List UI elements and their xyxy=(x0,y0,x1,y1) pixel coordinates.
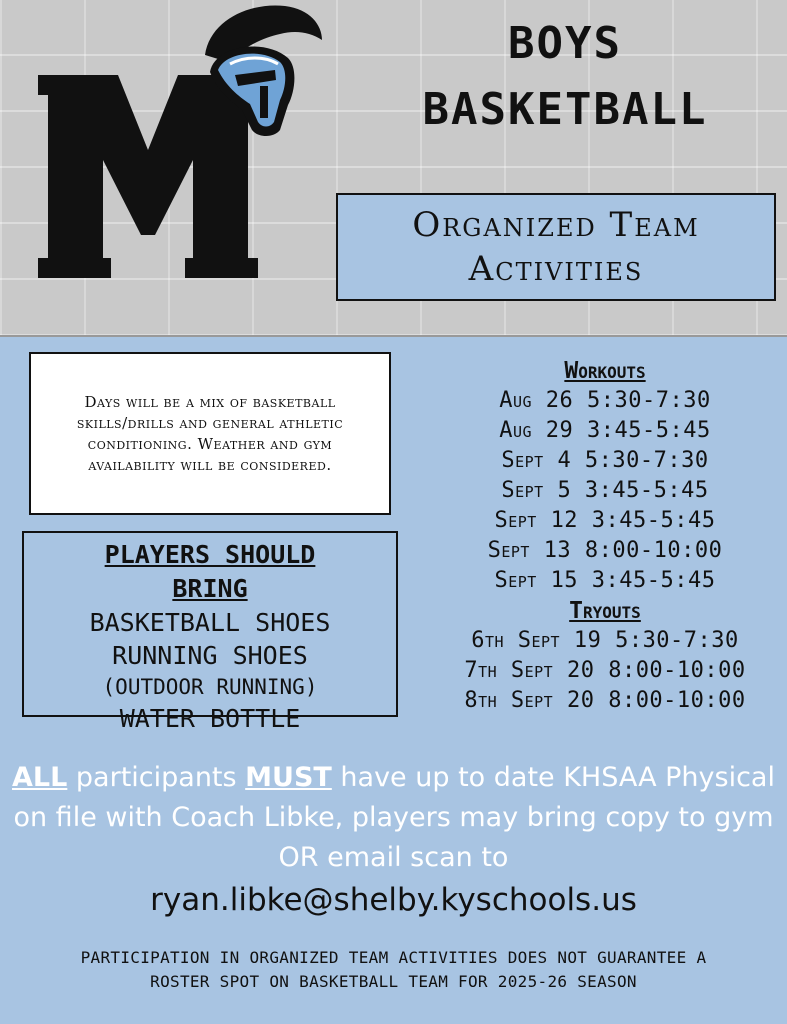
subtitle-box xyxy=(336,193,776,301)
subtitle-line-2: Activities xyxy=(468,249,644,289)
bring-title-line-2: BRING xyxy=(172,574,248,603)
req-text-part-1: participants xyxy=(67,762,246,793)
workout-date: Sept 12 3:45-5:45 xyxy=(494,508,716,533)
bring-item-water-bottle: WATER BOTTLE xyxy=(119,704,301,733)
workouts-heading: Workouts xyxy=(564,358,646,384)
logo-m-letter xyxy=(38,75,258,278)
header-stone-wall xyxy=(0,0,787,337)
physical-requirement-text xyxy=(10,758,777,878)
workout-date: Aug 26 5:30-7:30 xyxy=(499,388,711,413)
schedule xyxy=(440,356,770,716)
bring-item-basketball-shoes: BASKETBALL SHOES xyxy=(89,608,331,637)
tryouts-heading: Tryouts xyxy=(569,598,641,624)
workout-date: Sept 5 3:45-5:45 xyxy=(501,478,709,503)
workout-date: Sept 4 5:30-7:30 xyxy=(501,448,709,473)
workout-date: Sept 13 8:00-10:00 xyxy=(487,538,723,563)
subtitle-line-1: Organized Team xyxy=(412,205,700,245)
workout-date: Sept 15 3:45-5:45 xyxy=(494,568,716,593)
bring-item-outdoor-note: (OUTDOOR RUNNING) xyxy=(102,675,318,699)
disclaimer xyxy=(20,946,767,994)
req-text-part-2: have up to date KHSAA Physical on file with Coach Libke, players may bring copy to gym OR email scan to xyxy=(13,762,775,873)
info-text: Days will be a mix of basketball skills/drills and general athletic conditioning. Weather and gym availability will be considered. xyxy=(76,392,344,474)
tryout-date: 7th Sept 20 8:00-10:00 xyxy=(464,658,746,683)
title-basketball: BASKETBALL xyxy=(422,84,708,135)
bring-item-running-shoes: RUNNING SHOES xyxy=(112,641,308,670)
bring-content xyxy=(22,538,398,735)
tryout-date: 6th Sept 19 5:30-7:30 xyxy=(471,628,739,653)
must-emphasis: MUST xyxy=(245,762,332,793)
coach-email: ryan.libke@shelby.kyschools.us xyxy=(150,882,637,918)
disclaimer-line-2: ROSTER SPOT ON BASKETBALL TEAM FOR 2025-26 SEASON xyxy=(150,972,637,991)
title-boys: BOYS xyxy=(508,18,622,69)
all-emphasis: ALL xyxy=(12,762,68,793)
bring-title-line-1: PLAYERS SHOULD xyxy=(104,540,316,569)
disclaimer-line-1: PARTICIPATION IN ORGANIZED TEAM ACTIVITIES DOES NOT GUARANTEE A xyxy=(80,948,707,967)
spartan-m-logo xyxy=(30,0,330,290)
workout-date: Aug 29 3:45-5:45 xyxy=(499,418,711,443)
tryout-date: 8th Sept 20 8:00-10:00 xyxy=(464,688,746,713)
info-box xyxy=(29,352,391,515)
